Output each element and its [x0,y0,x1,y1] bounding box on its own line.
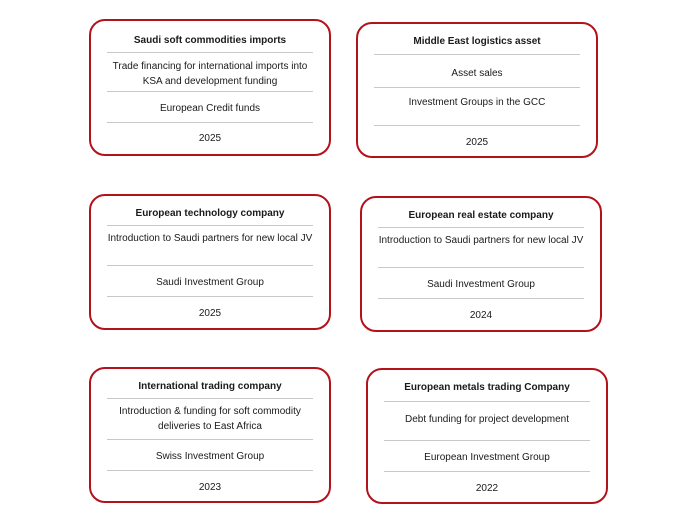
divider [107,122,313,123]
deal-card-saudi-soft-commodities [89,19,331,156]
deal-year: 2024 [469,310,493,321]
deal-investor: European Investment Group [424,452,550,463]
divider [107,470,313,471]
deal-investor: Swiss Investment Group [155,451,265,462]
divider [107,265,313,266]
divider [384,471,590,472]
deal-card-middle-east-logistics [356,22,598,158]
divider [378,267,584,268]
deal-title: European real estate company [408,210,554,221]
deal-card-european-technology [89,194,331,330]
divider [384,401,590,402]
divider [378,298,584,299]
divider [107,91,313,92]
divider [378,227,584,228]
deal-year: 2025 [198,133,222,144]
divider [374,87,580,88]
deal-investor: Investment Groups in the GCC [408,97,546,108]
deal-title: European metals trading Company [404,382,570,393]
deal-description: Introduction to Saudi partners for new local JV [107,233,313,244]
deal-description: Debt funding for project development [405,414,569,425]
divider [384,440,590,441]
deal-card-european-metals-trading [366,368,608,504]
deal-year: 2023 [198,482,222,493]
deal-description: Introduction & funding for soft commodity deliveries to East Africa [119,406,301,432]
deal-title: International trading company [138,381,282,392]
divider [107,398,313,399]
deal-description: Asset sales [451,68,503,79]
deal-card-european-real-estate [360,196,602,332]
deal-card-international-trading [89,367,331,503]
deal-investor: Saudi Investment Group [156,277,264,288]
divider [107,439,313,440]
deal-description: Introduction to Saudi partners for new local JV [378,235,584,246]
divider [374,125,580,126]
divider [107,296,313,297]
deal-year: 2025 [465,137,489,148]
deal-title: Middle East logistics asset [413,36,541,47]
divider [107,225,313,226]
deal-year: 2022 [475,483,499,494]
deal-title: European technology company [135,208,285,219]
deal-title: Saudi soft commodities imports [133,35,287,46]
divider [107,52,313,53]
divider [374,54,580,55]
deal-investor: European Credit funds [159,103,261,114]
deal-investor: Saudi Investment Group [427,279,535,290]
deal-description: Trade financing for international imports into KSA and development funding [112,61,308,87]
deal-year: 2025 [198,308,222,319]
